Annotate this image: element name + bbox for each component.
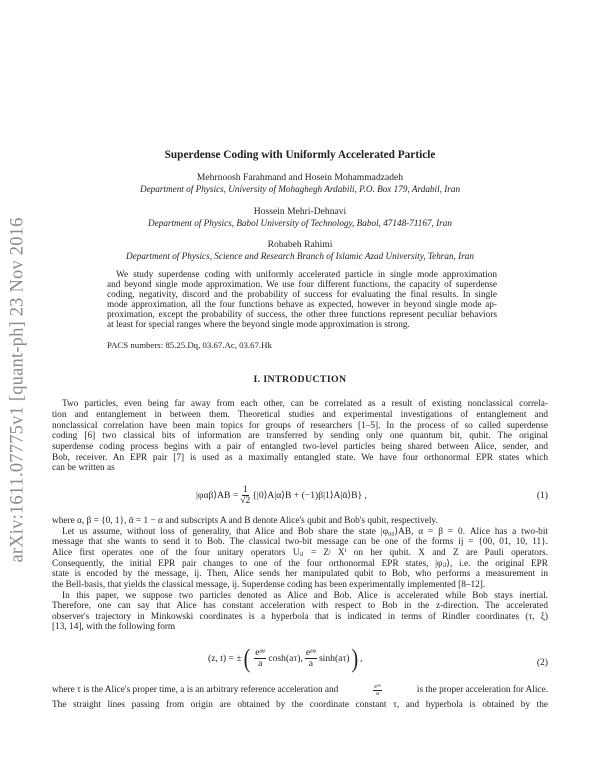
text-line: nonclassical correlation have been main topics for groups of researchers [1–5]. In the process of so called superdense (52, 421, 548, 431)
eq2-num: eᵃᵠ (255, 647, 266, 658)
abstract-line: We study superdense coding with uniformly accelerated particle in single mode approximation (116, 270, 497, 280)
text-line: superdense coding process begins with a pair of entangled two-level particles being shared between Alice, sender, and (52, 442, 548, 452)
abstract-line: proximation, except the probability of success, the other three functions represent peculiar behaviors (107, 310, 497, 320)
author-names: Hossein Mehri-Dehnavi (253, 206, 347, 217)
equation-number: (1) (536, 490, 548, 501)
eq1-rhs: {|0⟩A|α⟩B + (−1)β|1⟩A|ᾱ⟩B} , (252, 490, 367, 501)
text-line: Therefore, one can say that Alice has constant acceleration with respect to Bob in the z-direction. The accelerated (52, 601, 548, 611)
eq2-sinh: sinh(aτ) (318, 653, 350, 664)
pacs-numbers: PACS numbers: 85.25.Dq, 03.67.Ac, 03.67.Hk (107, 340, 272, 350)
text-line: Two particles, even being far away from each other, can be correlated as a result of existing nonclassical correla- (62, 399, 548, 409)
frac-den: a (376, 689, 379, 697)
eq1-num: 1 (242, 484, 248, 495)
text-segment: is the proper acceleration for Alice. (416, 685, 548, 695)
eq1-den: √2 (240, 495, 251, 506)
author-names: Robabeh Rahimi (267, 239, 333, 250)
text-line: Bob, receiver. An EPR pair [7] is used as a maximally entangled state. We have four orthonormal EPR states which (52, 453, 548, 463)
author-affiliation: Department of Physics, University of Mohaghegh Ardabili, P.O. Box 179, Ardabil, Iran (139, 184, 461, 194)
paren: ( (243, 644, 251, 673)
eq2-end: , (360, 653, 363, 664)
author-affiliation: Department of Physics, Science and Research Branch of Islamic Azad University, Tehran, Iran (126, 251, 474, 261)
text-line: The straight lines passing from origin are obtained by the coordinate constant τ, and hyperbola is obtained by the (52, 700, 548, 710)
abstract-line: mode approximation, all the four functions behave as expected, however in beyond single mode ap- (107, 300, 497, 310)
author-names: Mehrnoosh Farahmand and Hosein Mohammadzadeh (196, 172, 404, 183)
paper-title: Superdense Coding with Uniformly Accelerated Particle (164, 149, 436, 161)
eq2-lhs: (z, t) = ± (208, 653, 242, 664)
eq1-lhs: |φαβ⟩AB = (196, 490, 239, 501)
equation-number: (2) (536, 657, 548, 668)
text-line: Let us assume, without loss of generality, that Alice and Bob share the state |φ₀₀⟩AB, α = β = 0. Alice has a two-bit (62, 527, 548, 537)
equation-2 (208, 644, 363, 673)
abstract-line: at least for special ranges where the beyond single mode approximation is strong. (107, 320, 410, 330)
abstract-line: coding, negativity, discord and the probability of success for evaluating the final results. In single (107, 290, 497, 300)
text-line (52, 684, 548, 696)
abstract-line: and beyond single mode approximation. We use four different functions, the capacity of superdense (107, 280, 497, 290)
eq2-den: a (258, 658, 263, 669)
text-line: Alice first operates one of the four unitary operators Uᵢⱼ = Zʲ Xⁱ on her qubit. X and Z are Pauli operators. (52, 548, 548, 558)
equation-1 (196, 485, 367, 506)
text-line: the Bell-basis, that yields the classical message, ij. Superdense coding has been experimentally implemented [8–12]. (52, 580, 486, 590)
section-heading: I. INTRODUCTION (253, 374, 347, 385)
text-segment: where τ is the Alice's proper time, a is an arbitrary reference acceleration and (52, 685, 339, 695)
text-line: In this paper, we suppose two particles denoted as Alice and Bob. Alice is accelerated while Bob stays inertial. (62, 591, 548, 601)
text-line: message that she wants to send it to Bob. The classical two-bit message can be one of the forms ij = {00, 01, 10, 11}. (52, 537, 548, 547)
text-line: coding [6] two classical bits of information are transferred by sending only one quantum bit, qubit. The original (52, 431, 548, 441)
eq2-den: a (308, 658, 314, 669)
frac-num: eᵃᵠ (374, 682, 381, 690)
eq2-cosh: cosh(aτ), (268, 653, 303, 664)
eq2-num: eᵃᵠ (305, 647, 316, 658)
eq2-fraction (305, 648, 317, 669)
text-line: observer's trajectory in Minkowski coordinates is a hyperbola that is indicated in terms of Rindler coordinates (τ, ξ) (52, 612, 548, 622)
text-line: tion and entanglement in between them. Theoretical studies and experimental investigations of entanglement and (52, 410, 548, 420)
eq2-fraction (254, 648, 266, 669)
arxiv-stamp: arXiv:1611.07775v1 [quant-ph] 23 Nov 2016 (7, 217, 28, 563)
text-line: state is encoded by the message, ij. Then, Alice sends her manipulated qubit to Bob, who performs a measurement in (52, 569, 548, 579)
text-line: where α, β = {0, 1}, ᾱ = 1 − α and subscripts A and B denote Alice's qubit and Bob's qubit, respectively. (52, 516, 438, 526)
eq1-fraction (240, 485, 250, 506)
text-line: Consequently, the initial EPR pair changes to one of the four orthonormal EPR states, |φᵢⱼ⟩, i.e. the original EPR (52, 559, 548, 569)
paren: ) (351, 644, 359, 673)
author-affiliation: Department of Physics, Babol University of Technology, Babol, 47148-71167, Iran (148, 218, 452, 228)
inline-fraction (373, 684, 382, 697)
text-line: can be written as (52, 463, 115, 473)
text-line: [13, 14], with the following form (52, 622, 176, 632)
